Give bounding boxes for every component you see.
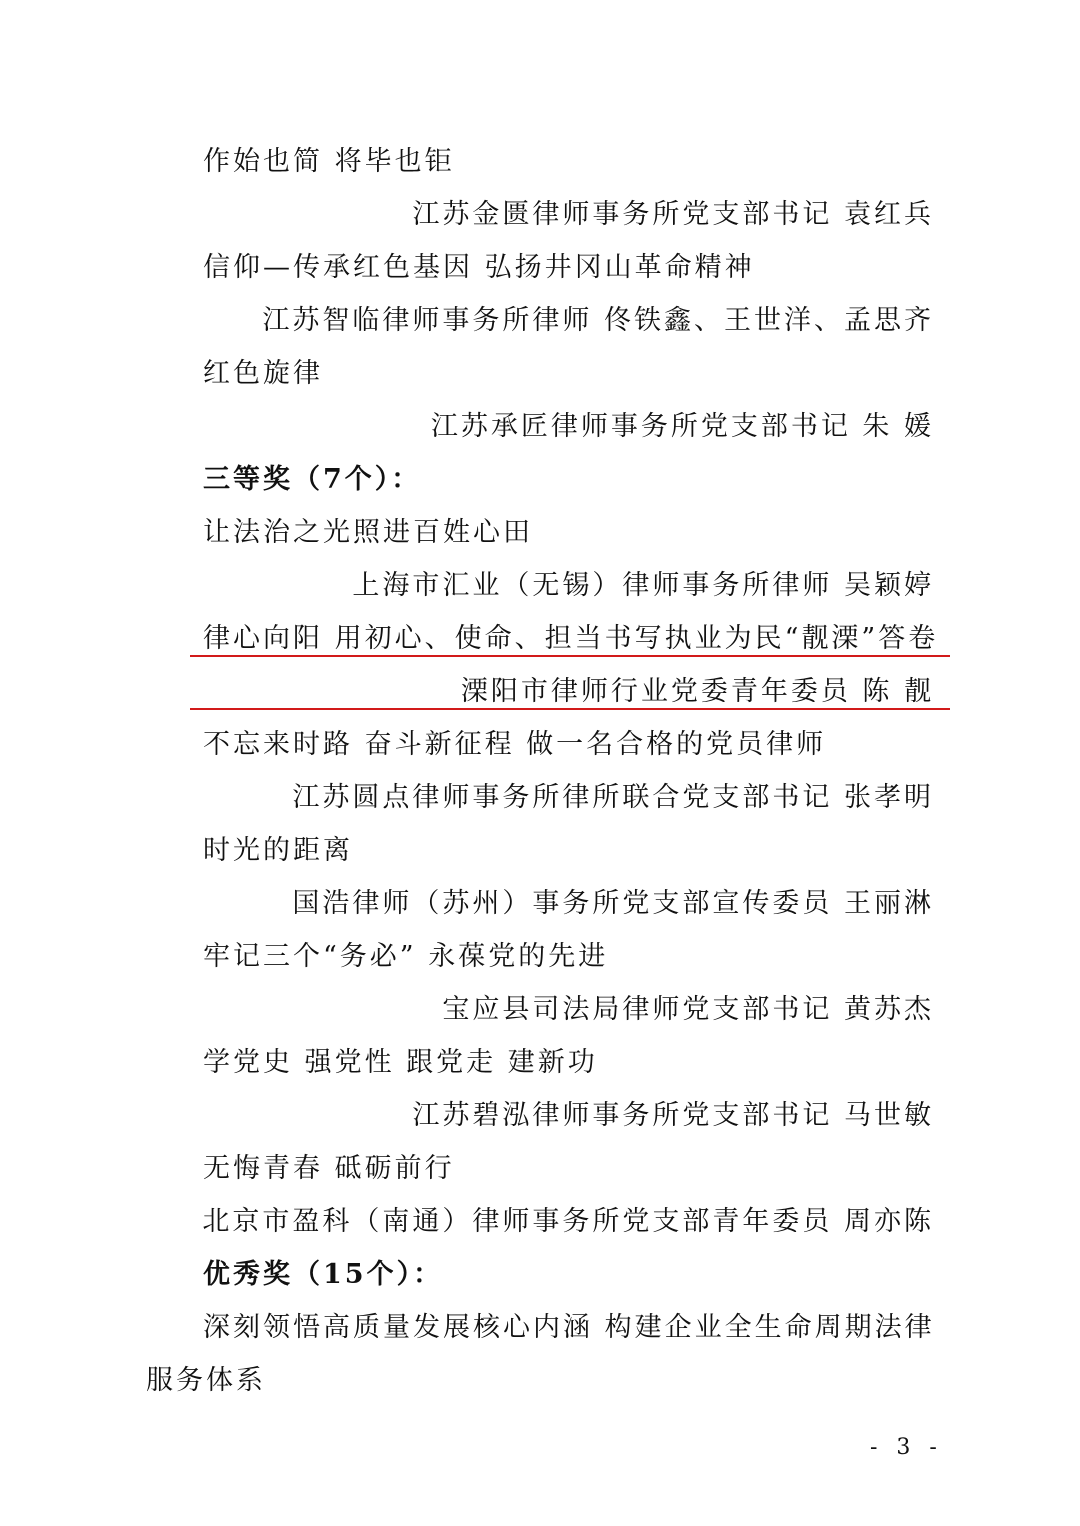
entry-title-4: 让法治之光照进百姓心田 [203, 517, 533, 548]
entry-title-5: 律心向阳 用初心、使命、担当书写执业为民“靓溧”答卷 [203, 623, 939, 654]
entry-author-4: 上海市汇业（无锡）律师事务所律师 吴颖婷 [352, 570, 934, 601]
entry-title-6: 不忘来时路 奋斗新征程 做一名合格的党员律师 [203, 729, 827, 760]
entry-author-7: 国浩律师（苏州）事务所党支部宣传委员 王丽淋 [292, 888, 934, 919]
entry-title-3: 红色旋律 [203, 358, 323, 389]
page-number: - 3 - [870, 1435, 943, 1460]
entry-title-2: 信仰—传承红色基因 弘扬井冈山革命精神 [203, 252, 755, 283]
entry-title-11-continued: 服务体系 [146, 1365, 266, 1396]
entry-author-3: 江苏承匠律师事务所党支部书记 朱 媛 [430, 411, 934, 442]
entry-title-7: 时光的距离 [203, 835, 353, 866]
highlight-underline-bottom [190, 708, 950, 710]
entry-author-8: 宝应县司法局律师党支部书记 黄苏杰 [442, 994, 934, 1025]
entry-title-8: 牢记三个“务必” 永葆党的先进 [203, 941, 609, 972]
entry-title-10: 无悔青春 砥砺前行 [203, 1153, 455, 1184]
excellence-prize-heading: 优秀奖（15个）： [203, 1259, 444, 1290]
entry-author-10: 北京市盈科（南通）律师事务所党支部青年委员 周亦陈 [202, 1206, 934, 1237]
entry-author-6: 江苏圆点律师事务所律所联合党支部书记 张孝明 [292, 782, 934, 813]
entry-title-1: 作始也简 将毕也钜 [203, 146, 455, 177]
entry-author-9: 江苏碧泓律师事务所党支部书记 马世敏 [412, 1100, 934, 1131]
entry-author-1: 江苏金匮律师事务所党支部书记 袁红兵 [412, 199, 934, 230]
third-prize-heading: 三等奖（7个）： [203, 464, 422, 495]
highlight-underline-top [190, 655, 950, 657]
entry-title-9: 学党史 强党性 跟党走 建新功 [203, 1047, 598, 1078]
entry-title-11: 深刻领悟高质量发展核心内涵 构建企业全生命周期法律 [203, 1312, 935, 1343]
entry-author-5: 溧阳市律师行业党委青年委员 陈 靓 [460, 676, 934, 707]
entry-author-2: 江苏智临律师事务所律师 佟铁鑫、王世洋、孟思齐 [262, 305, 934, 336]
